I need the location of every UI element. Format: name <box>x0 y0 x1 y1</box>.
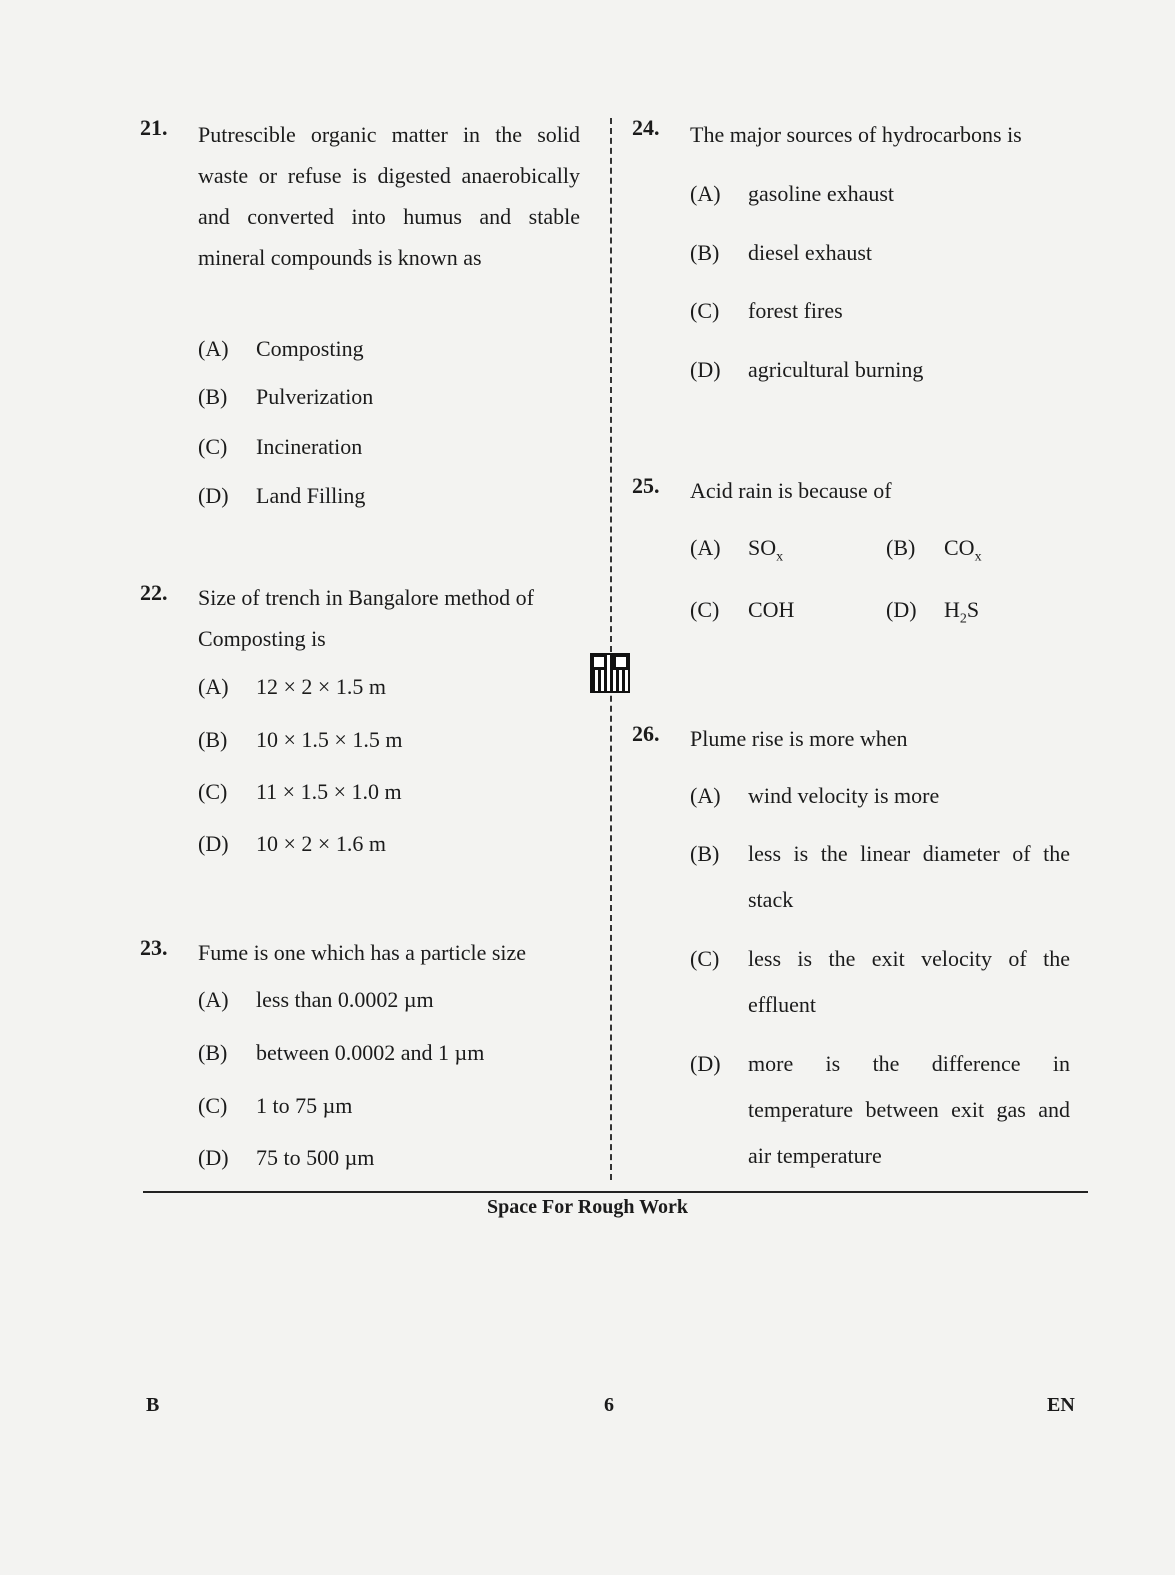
rough-work-heading: Space For Rough Work <box>487 1196 688 1218</box>
question-number: 23. <box>140 935 168 960</box>
option-d[interactable]: (D) 75 to 500 µm <box>198 1145 375 1170</box>
question-text: The major sources of hydrocarbons is <box>690 122 1022 147</box>
option-a[interactable]: (A) wind velocity is more <box>690 783 940 808</box>
option-d[interactable]: (D) $H_2S$ <box>886 597 980 627</box>
page-number: 6 <box>604 1394 614 1416</box>
option-c[interactable]: (C) 11 × 1.5 × 1.0 m <box>198 779 402 804</box>
option-c[interactable]: (C) Incineration <box>198 434 363 459</box>
option-b[interactable]: (B) 10 × 1.5 × 1.5 m <box>198 727 403 752</box>
option-b[interactable]: (B) $CO_x$ <box>886 535 982 565</box>
question-text: Size of trench in Bangalore method of Composting is <box>198 585 535 651</box>
option-d[interactable]: (D) Land Filling <box>198 483 366 508</box>
option-b[interactable]: (B) less is the linear diameter of the stack <box>690 841 1070 912</box>
option-a[interactable]: (A) $SO_x$ <box>690 535 784 565</box>
question-number: 22. <box>140 580 168 605</box>
option-b[interactable]: (B) diesel exhaust <box>690 240 873 265</box>
option-c[interactable]: (C) forest fires <box>690 298 843 323</box>
option-b[interactable]: (B) Pulverization <box>198 384 374 409</box>
option-a[interactable]: (A) gasoline exhaust <box>690 181 895 206</box>
question-text: Plume rise is more when <box>690 726 908 751</box>
question-number: 26. <box>632 721 660 746</box>
language-code: EN <box>1047 1394 1075 1416</box>
option-d[interactable]: (D) more is the difference in temperature between exit gas and air temperature <box>690 1051 1070 1168</box>
question-text: Putrescible organic matter in the solid waste or refuse is digested anaerobically and converted into humus and stable mineral compounds is known as <box>198 122 580 270</box>
option-a[interactable]: (A) Composting <box>198 336 364 361</box>
option-c[interactable]: (C) 1 to 75 µm <box>198 1093 353 1118</box>
booklet-code: B <box>146 1394 160 1416</box>
rough-work-divider <box>143 1191 1088 1193</box>
question-text: Acid rain is because of <box>690 478 892 503</box>
option-c[interactable]: (C) less is the exit velocity of the effluent <box>690 946 1070 1017</box>
qr-code-icon <box>592 655 628 691</box>
option-c[interactable]: (C) COH <box>690 597 795 622</box>
option-d[interactable]: (D) 10 × 2 × 1.6 m <box>198 831 386 856</box>
question-number: 21. <box>140 115 168 140</box>
option-a[interactable]: (A) less than 0.0002 µm <box>198 987 434 1012</box>
question-text: Fume is one which has a particle size <box>198 940 527 965</box>
column-divider <box>610 118 612 1180</box>
option-d[interactable]: (D) agricultural burning <box>690 357 924 382</box>
question-number: 24. <box>632 115 660 140</box>
option-a[interactable]: (A) 12 × 2 × 1.5 m <box>198 674 386 699</box>
question-number: 25. <box>632 473 660 498</box>
option-b[interactable]: (B) between 0.0002 and 1 µm <box>198 1040 485 1065</box>
